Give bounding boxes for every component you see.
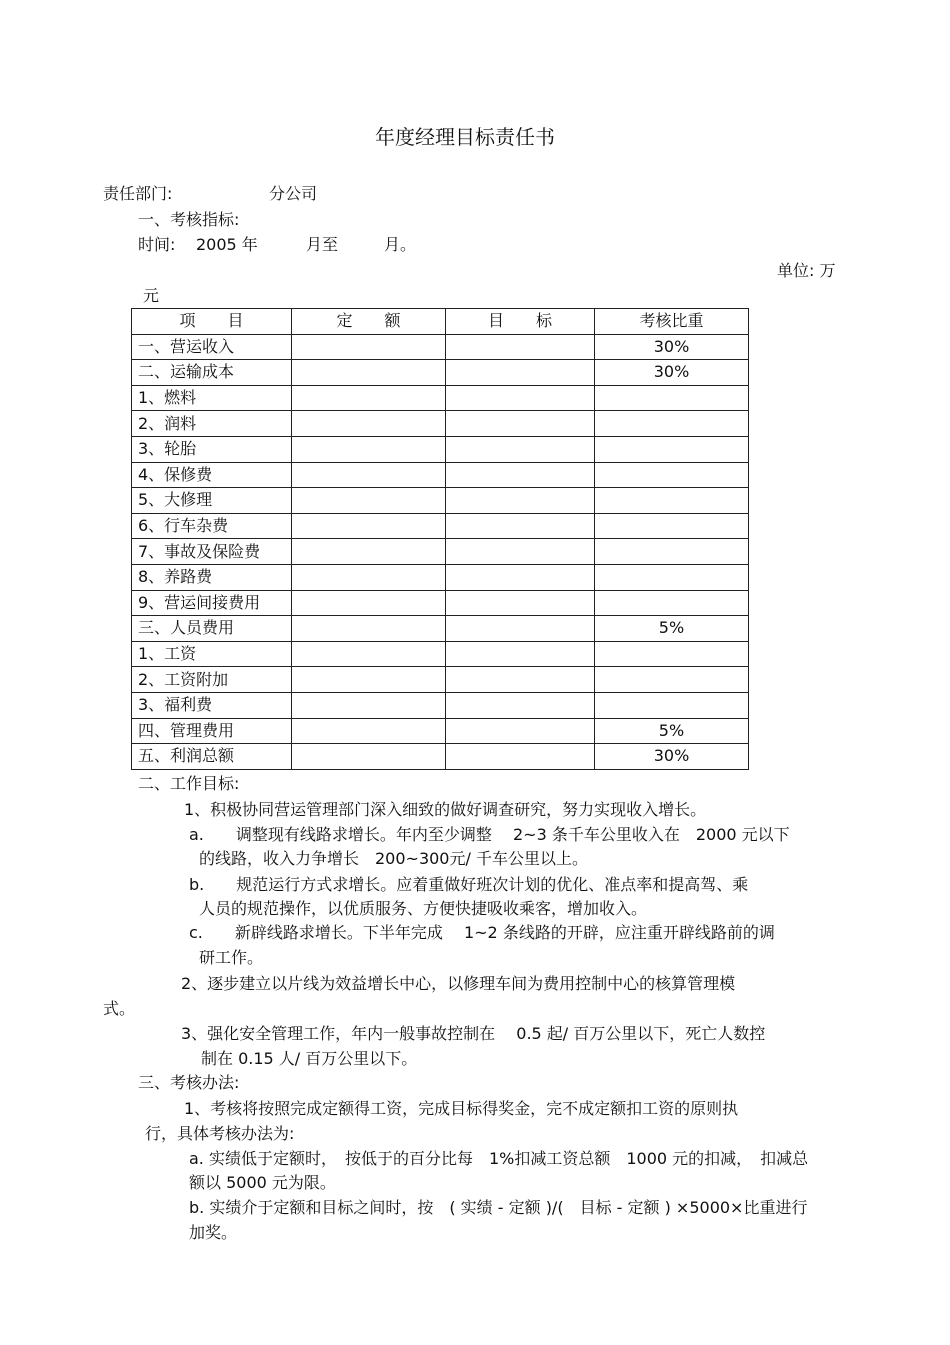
- table-row: [132, 513, 749, 539]
- goal-2-line1: 2、逐步建立以片线为效益增长中心，以修理车间为费用控制中心的核算管理模: [181, 974, 736, 993]
- cell-weight: [595, 667, 749, 693]
- goal-3-line1: 3、强化安全管理工作，年内一般事故控制在 0.5 起/ 百万公里以下，死亡人数控: [181, 1024, 766, 1043]
- document-title: 年度经理目标责任书: [375, 125, 555, 149]
- cell-target: [446, 744, 595, 770]
- time-month-end: 月。: [384, 235, 417, 254]
- cell-target: [446, 539, 595, 565]
- table-row: [132, 360, 749, 386]
- assessment-a-line1: a. 实绩低于定额时， 按低于的百分比每 1%扣减工资总额 1000 元的扣减， 扣减总: [189, 1149, 809, 1168]
- dept-value: 分公司: [269, 184, 318, 203]
- cell-item: 8、养路费: [132, 564, 292, 590]
- cell-target: [446, 462, 595, 488]
- cell-quota: [292, 488, 446, 514]
- cell-quota: [292, 513, 446, 539]
- cell-weight: [595, 641, 749, 667]
- indicator-table: [131, 308, 749, 770]
- table-row: [132, 667, 749, 693]
- goal-1c-line1: c. 新辟线路求增长。下半年完成 1~2 条线路的开辟，应注重开辟线路前的调: [189, 923, 775, 942]
- assessment-a-line2: 额以 5000 元为限。: [189, 1173, 336, 1192]
- cell-quota: [292, 590, 446, 616]
- cell-quota: [292, 616, 446, 642]
- table-row: [132, 590, 749, 616]
- unit-label: 单位: 万: [777, 261, 836, 280]
- cell-quota: [292, 692, 446, 718]
- cell-quota: [292, 564, 446, 590]
- cell-quota: [292, 360, 446, 386]
- cell-target: [446, 718, 595, 744]
- cell-quota: [292, 718, 446, 744]
- header-item: 项 目: [132, 309, 292, 335]
- cell-item: 4、保修费: [132, 462, 292, 488]
- cell-target: [446, 411, 595, 437]
- cell-quota: [292, 641, 446, 667]
- cell-target: [446, 488, 595, 514]
- cell-target: [446, 513, 595, 539]
- section-heading-assessment: 三、考核办法:: [138, 1073, 240, 1092]
- table-row: [132, 539, 749, 565]
- header-quota: 定 额: [292, 309, 446, 335]
- cell-target: [446, 564, 595, 590]
- cell-weight: [595, 513, 749, 539]
- goal-1a-line2: 的线路，收入力争增长 200~300元/ 千车公里以上。: [199, 849, 588, 868]
- cell-weight: [595, 462, 749, 488]
- cell-weight: [595, 488, 749, 514]
- goal-1c-line2: 研工作。: [199, 948, 264, 967]
- table-row: [132, 488, 749, 514]
- table-row: [132, 462, 749, 488]
- cell-weight: [595, 564, 749, 590]
- assessment-b-line1: b. 实绩介于定额和目标之间时，按 ( 实绩 - 定额 )/( 目标 - 定额 ) ×5000×比重进行: [189, 1198, 808, 1217]
- table-row: [132, 334, 749, 360]
- cell-weight: [595, 411, 749, 437]
- unit-continuation: 元: [143, 286, 160, 305]
- cell-item: 1、工资: [132, 641, 292, 667]
- table-row: [132, 411, 749, 437]
- cell-item: 5、大修理: [132, 488, 292, 514]
- cell-item: 2、润料: [132, 411, 292, 437]
- cell-item: 五、利润总额: [132, 744, 292, 770]
- cell-quota: [292, 385, 446, 411]
- dept-label: 责任部门:: [103, 184, 173, 203]
- cell-weight: [595, 539, 749, 565]
- cell-quota: [292, 411, 446, 437]
- cell-item: 7、事故及保险费: [132, 539, 292, 565]
- section-heading-indicators: 一、考核指标:: [138, 210, 240, 229]
- cell-quota: [292, 334, 446, 360]
- assessment-b-line2: 加奖。: [189, 1223, 238, 1242]
- cell-item: 三、人员费用: [132, 616, 292, 642]
- goal-1a-line1: a. 调整现有线路求增长。年内至少调整 2~3 条千车公里收入在 2000 元以下: [189, 825, 790, 844]
- cell-weight: 30%: [595, 360, 749, 386]
- cell-item: 四、管理费用: [132, 718, 292, 744]
- goal-1b-line2: 人员的规范操作，以优质服务、方便快捷吸收乘客，增加收入。: [199, 899, 648, 918]
- cell-item: 3、福利费: [132, 692, 292, 718]
- cell-weight: [595, 385, 749, 411]
- section-heading-goals: 二、工作目标:: [138, 774, 240, 793]
- cell-item: 3、轮胎: [132, 436, 292, 462]
- table-row: [132, 744, 749, 770]
- header-weight: 考核比重: [595, 309, 749, 335]
- cell-item: 2、工资附加: [132, 667, 292, 693]
- cell-weight: [595, 590, 749, 616]
- cell-target: [446, 360, 595, 386]
- cell-target: [446, 590, 595, 616]
- time-month-to: 月至: [306, 235, 339, 254]
- time-year: 2005 年: [196, 235, 258, 254]
- table-row: [132, 718, 749, 744]
- cell-target: [446, 616, 595, 642]
- table-row: [132, 436, 749, 462]
- cell-item: 6、行车杂费: [132, 513, 292, 539]
- cell-weight: [595, 436, 749, 462]
- cell-weight: 5%: [595, 616, 749, 642]
- time-label: 时间:: [138, 235, 176, 254]
- assessment-p1-line1: 1、考核将按照完成定额得工资，完成目标得奖金，完不成定额扣工资的原则执: [184, 1099, 739, 1118]
- assessment-p1-line2: 行，具体考核办法为:: [145, 1124, 295, 1143]
- cell-item: 1、燃料: [132, 385, 292, 411]
- cell-quota: [292, 744, 446, 770]
- table-row: [132, 385, 749, 411]
- cell-item: 二、运输成本: [132, 360, 292, 386]
- goal-1b-line1: b. 规范运行方式求增长。应着重做好班次计划的优化、准点率和提高驾、乘: [189, 875, 749, 894]
- goal-2-line2: 式。: [103, 999, 136, 1018]
- cell-quota: [292, 436, 446, 462]
- table-row: [132, 641, 749, 667]
- cell-target: [446, 641, 595, 667]
- goal-1: 1、积极协同营运管理部门深入细致的做好调查研究，努力实现收入增长。: [184, 800, 707, 819]
- cell-item: 9、营运间接费用: [132, 590, 292, 616]
- cell-weight: [595, 692, 749, 718]
- cell-target: [446, 334, 595, 360]
- cell-weight: 5%: [595, 718, 749, 744]
- cell-target: [446, 692, 595, 718]
- cell-weight: 30%: [595, 334, 749, 360]
- cell-item: 一、营运收入: [132, 334, 292, 360]
- cell-quota: [292, 667, 446, 693]
- cell-quota: [292, 539, 446, 565]
- cell-quota: [292, 462, 446, 488]
- goal-3-line2: 制在 0.15 人/ 百万公里以下。: [201, 1049, 418, 1068]
- cell-target: [446, 667, 595, 693]
- table-row: [132, 616, 749, 642]
- table-row: [132, 564, 749, 590]
- cell-target: [446, 385, 595, 411]
- table-header-row: [132, 309, 749, 335]
- cell-weight: 30%: [595, 744, 749, 770]
- header-target: 目 标: [446, 309, 595, 335]
- cell-target: [446, 436, 595, 462]
- table-row: [132, 692, 749, 718]
